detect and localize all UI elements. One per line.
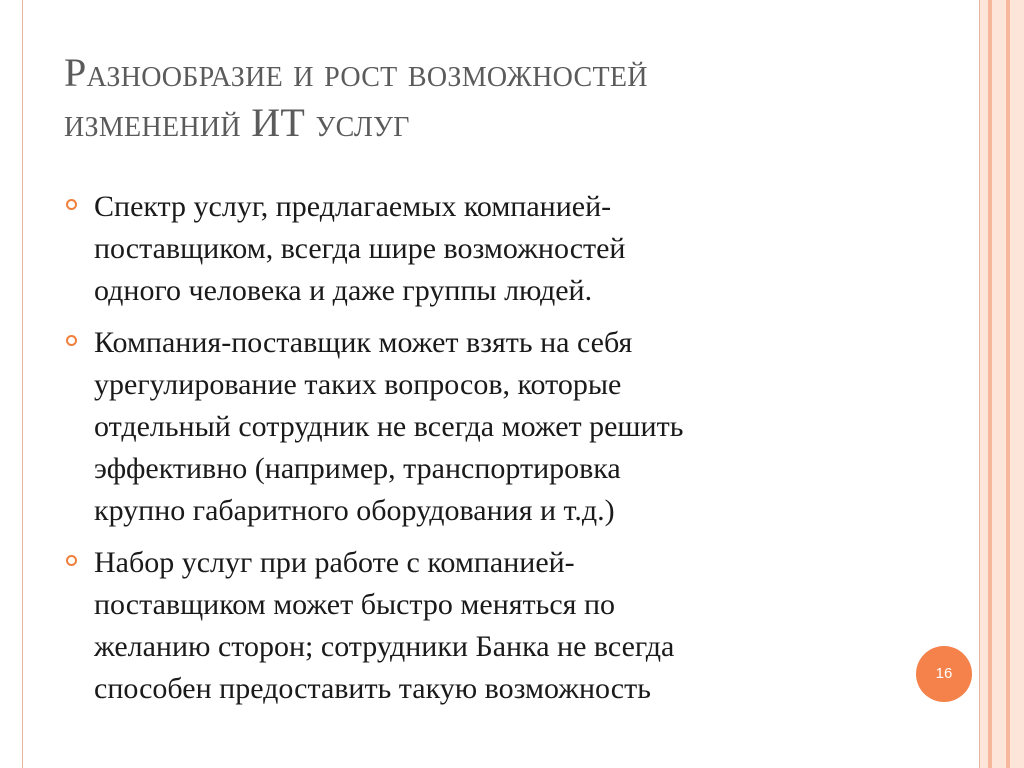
slide-title-line: изменений ИТ услуг [64, 100, 410, 145]
page-number-badge: 16 [916, 646, 972, 702]
slide-title-line: Разнообразие и рост возможностей [64, 50, 648, 95]
decorative-side-stripes [980, 0, 1024, 768]
bullet-item [64, 322, 884, 532]
slide-title [64, 48, 924, 148]
bullet-text-line: крупно габаритного оборудования и т.д.) [94, 494, 615, 527]
bullet-text-line: Спектр услуг, предлагаемых компанией- [94, 190, 612, 223]
bullet-text-line: поставщиком может быстро меняться по [94, 588, 616, 621]
bullet-circle-icon [66, 335, 77, 346]
stripe [992, 0, 1006, 768]
bullet-text-line: желанию сторон; сотрудники Банка не всегда [94, 630, 675, 663]
bullet-text-line: отдельный сотрудник не всегда может решить [94, 410, 684, 443]
bullet-text-line: поставщиком, всегда шире возможностей [94, 232, 626, 265]
bullet-text-line: способен предоставить такую возможность [94, 672, 651, 705]
bullet-item [64, 186, 884, 312]
bullet-item [64, 542, 884, 710]
stripe [980, 0, 988, 768]
bullet-text-line: Набор услуг при работе с компанией- [94, 546, 575, 579]
bullet-text-line: эффективно (например, транспортировка [94, 452, 621, 485]
bullet-circle-icon [66, 555, 77, 566]
bullet-text-line: одного человека и даже группы людей. [94, 274, 593, 307]
bullet-list [64, 186, 884, 720]
bullet-text-line: урегулирование таких вопросов, которые [94, 368, 622, 401]
bullet-circle-icon [66, 199, 77, 210]
bullet-text-line: Компания-поставщик может взять на себя [94, 326, 633, 359]
stripe [1010, 0, 1024, 768]
